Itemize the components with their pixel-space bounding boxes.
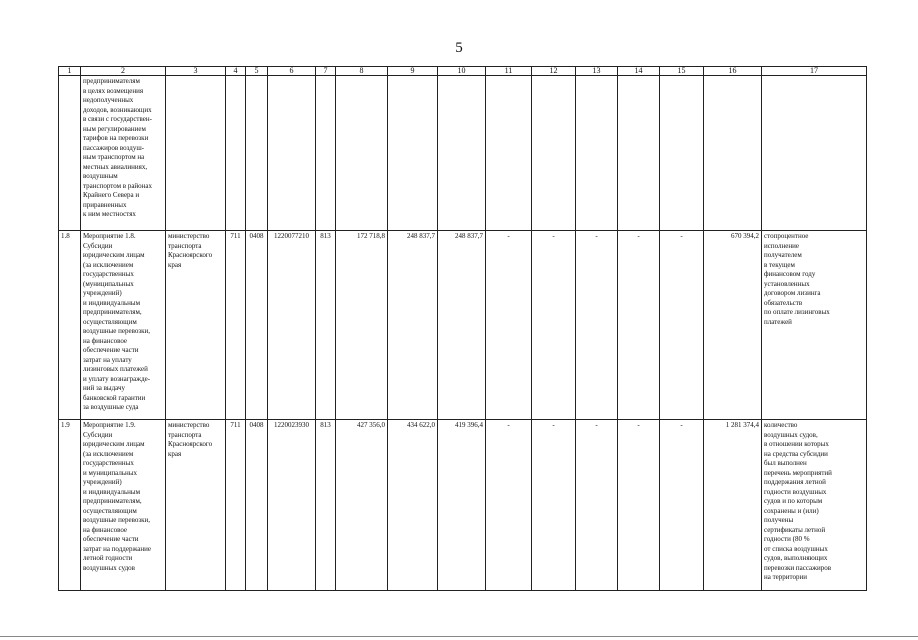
column-number: 10 bbox=[438, 67, 486, 76]
amount-cell: - bbox=[618, 231, 660, 420]
amount-cell: 248 837,7 bbox=[388, 231, 438, 420]
column-number: 3 bbox=[166, 67, 226, 76]
table-row bbox=[59, 420, 867, 591]
scan-edge-line bbox=[0, 636, 918, 637]
row-number bbox=[59, 76, 81, 231]
amount-cell: 248 837,7 bbox=[438, 231, 486, 420]
column-number: 15 bbox=[660, 67, 704, 76]
total-amount bbox=[704, 76, 762, 231]
column-number: 4 bbox=[226, 67, 246, 76]
column-number: 9 bbox=[388, 67, 438, 76]
column-number: 16 bbox=[704, 67, 762, 76]
expense-type-code: 813 bbox=[316, 420, 336, 591]
amount-cell bbox=[336, 76, 388, 231]
amount-cell: 172 718,8 bbox=[336, 231, 388, 420]
activity-name: Мероприятие 1.9. Субсидии юридическим лицам (за исключением государственных и муниципальных учреждений) и индивидуальным предпринимателям, осуществляющим воздушные перевозки, на финансовое обеспечение части затрат на поддержание летной годности воздушных судов bbox=[81, 420, 166, 591]
executor: министерство транспорта Красноярского края bbox=[166, 420, 226, 591]
column-number: 14 bbox=[618, 67, 660, 76]
expected-result bbox=[762, 76, 867, 231]
amount-cell bbox=[486, 76, 532, 231]
total-amount: 1 281 374,4 bbox=[704, 420, 762, 591]
amount-cell bbox=[618, 76, 660, 231]
total-amount: 670 394,2 bbox=[704, 231, 762, 420]
amount-cell bbox=[576, 76, 618, 231]
section-code bbox=[246, 76, 268, 231]
grbs-code bbox=[226, 76, 246, 231]
activity-name: предпринимателям в целях возмещения недополученных доходов, возникающих в связи с государствен- ным регулированием тарифов на перевозки пассажиров воздуш- ным транспортом на местных авиалиниях, воздушным транспортом в районах Крайнего Севера и приравненных к ним местностях bbox=[81, 76, 166, 231]
amount-cell: 434 622,0 bbox=[388, 420, 438, 591]
grbs-code: 711 bbox=[226, 231, 246, 420]
amount-cell bbox=[388, 76, 438, 231]
column-number: 7 bbox=[316, 67, 336, 76]
column-number: 1 bbox=[59, 67, 81, 76]
expense-type-code: 813 bbox=[316, 231, 336, 420]
amount-cell: - bbox=[618, 420, 660, 591]
amount-cell bbox=[660, 76, 704, 231]
expected-result: стопроцентное исполнение получателем в текущем финансовом году установленных договором лизинга обязательств по оплате лизинговых платежей bbox=[762, 231, 867, 420]
activity-name: Мероприятие 1.8. Субсидии юридическим лицам (за исключением государственных (муниципальных учреждений) и индивидуальным предпринимателям, осуществляющим воздушные перевозки, на финансовое обеспечение части затрат на уплату лизинговых платежей и уплату вознагражде- ний за выдачу банковской гарантии за воздушные суда bbox=[81, 231, 166, 420]
section-code: 0408 bbox=[246, 420, 268, 591]
amount-cell: 419 396,4 bbox=[438, 420, 486, 591]
executor: министерство транспорта Красноярского края bbox=[166, 231, 226, 420]
table-row bbox=[59, 231, 867, 420]
amount-cell: - bbox=[532, 231, 576, 420]
amount-cell: - bbox=[576, 420, 618, 591]
column-number: 12 bbox=[532, 67, 576, 76]
amount-cell: - bbox=[660, 420, 704, 591]
expected-result: количество воздушных судов, в отношении которых на средства субсидии был выполнен перечень мероприятий поддержания летной годности воздушных судов и по которым сохранены и (или) получены сертификаты летной годности (80 % от списка воздушных судов, выполняющих перевозки пассажиров на территории bbox=[762, 420, 867, 591]
column-number: 6 bbox=[268, 67, 316, 76]
target-article-code: 1220077210 bbox=[268, 231, 316, 420]
target-article-code: 1220023930 bbox=[268, 420, 316, 591]
column-number: 13 bbox=[576, 67, 618, 76]
column-number: 11 bbox=[486, 67, 532, 76]
column-number-row bbox=[59, 67, 867, 76]
amount-cell: - bbox=[576, 231, 618, 420]
column-number: 5 bbox=[246, 67, 268, 76]
amount-cell bbox=[532, 76, 576, 231]
amount-cell bbox=[438, 76, 486, 231]
target-article-code bbox=[268, 76, 316, 231]
executor bbox=[166, 76, 226, 231]
amount-cell: - bbox=[532, 420, 576, 591]
column-number: 2 bbox=[81, 67, 166, 76]
amount-cell: - bbox=[486, 231, 532, 420]
column-number: 8 bbox=[336, 67, 388, 76]
amount-cell: - bbox=[486, 420, 532, 591]
row-number: 1.8 bbox=[59, 231, 81, 420]
expense-type-code bbox=[316, 76, 336, 231]
amount-cell: 427 356,0 bbox=[336, 420, 388, 591]
amount-cell: - bbox=[660, 231, 704, 420]
section-code: 0408 bbox=[246, 231, 268, 420]
table-row bbox=[59, 76, 867, 231]
page-number: 5 bbox=[455, 40, 463, 56]
column-number: 17 bbox=[762, 67, 867, 76]
row-number: 1.9 bbox=[59, 420, 81, 591]
program-activities-table bbox=[58, 66, 867, 591]
grbs-code: 711 bbox=[226, 420, 246, 591]
